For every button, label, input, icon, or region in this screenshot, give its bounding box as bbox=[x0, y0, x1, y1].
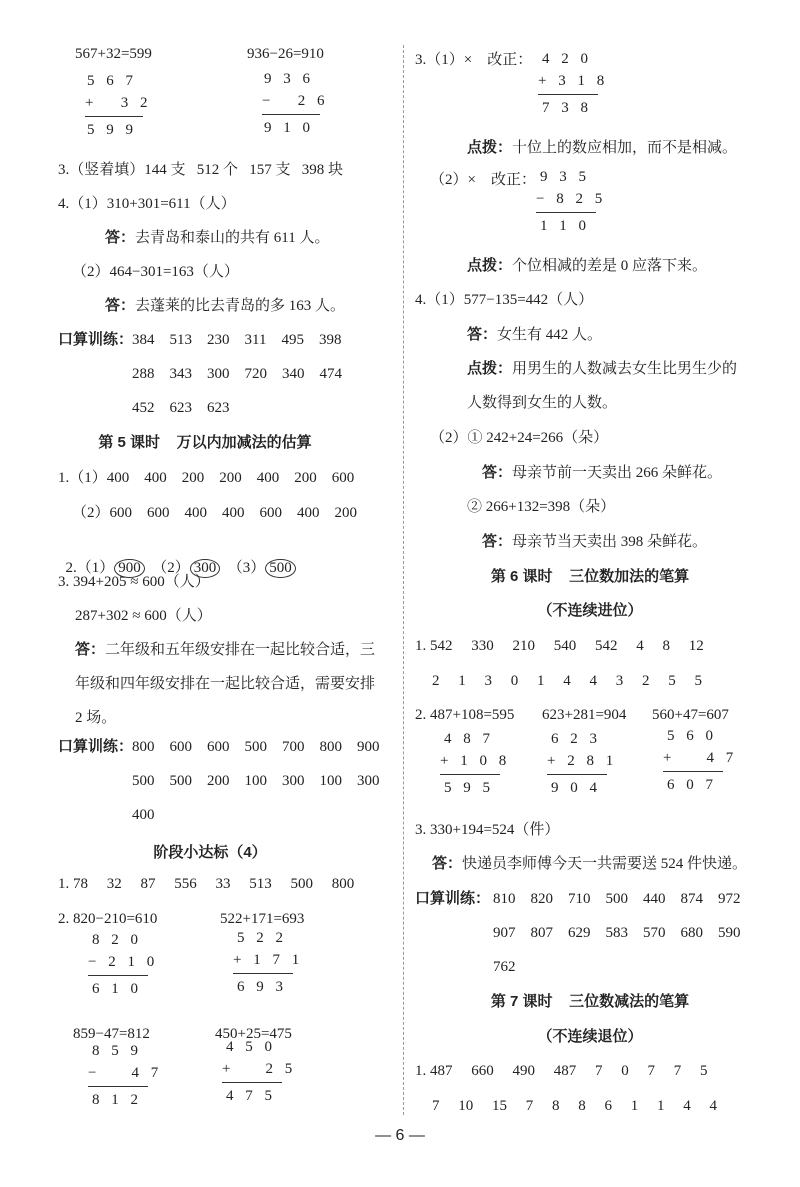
answer-line: ② 266+132=398（朵） bbox=[467, 499, 616, 515]
calc-row: 9 1 0 bbox=[264, 120, 314, 136]
calc-row: − 2 6 bbox=[262, 93, 329, 109]
calc-row: 9 3 5 bbox=[540, 169, 590, 185]
calc-row: + 3 1 8 bbox=[538, 73, 609, 89]
calc-line bbox=[538, 94, 598, 95]
answer-sentence bbox=[105, 228, 329, 248]
equation: 859−47=812 bbox=[73, 1026, 150, 1042]
calc-row: + 3 2 bbox=[85, 95, 152, 111]
answer-line: 1. 542 330 210 540 542 4 8 12 bbox=[415, 638, 704, 654]
number-row: 288 343 300 720 340 474 bbox=[132, 366, 342, 382]
answer-line: 4.（1）310+301=611（人） bbox=[58, 196, 236, 212]
answer-sentence bbox=[482, 532, 707, 552]
answer-text: 母亲节当天卖出 398 朵鲜花。 bbox=[512, 534, 708, 550]
answer-label: 答： bbox=[432, 855, 463, 872]
calc-row: 7 3 8 bbox=[542, 100, 592, 116]
calc-line bbox=[85, 116, 143, 117]
calc-row: 5 9 5 bbox=[444, 780, 494, 796]
calc-row: 5 9 9 bbox=[87, 122, 137, 138]
calc-row: + 1 7 1 bbox=[233, 952, 304, 968]
calc-row: 9 0 4 bbox=[551, 780, 601, 796]
calc-line bbox=[88, 975, 148, 976]
circled-answer: 900 bbox=[114, 559, 145, 578]
number-row: 810 820 710 500 440 874 972 bbox=[493, 891, 741, 907]
hint-text: 个位相减的差是 0 应落下来。 bbox=[512, 258, 708, 274]
calc-row: + 2 8 1 bbox=[547, 753, 618, 769]
calc-row: 8 2 0 bbox=[92, 932, 142, 948]
calc-line bbox=[233, 973, 293, 974]
equation: 522+171=693 bbox=[220, 911, 305, 927]
answer-sentence bbox=[432, 854, 747, 874]
calc-row: − 2 1 0 bbox=[88, 954, 159, 970]
answer-line: 1. 487 660 490 487 7 0 7 7 5 bbox=[415, 1063, 708, 1079]
vertical-calculation bbox=[88, 929, 159, 1000]
sub-label: （1） bbox=[76, 560, 115, 576]
answer-sentence bbox=[482, 463, 722, 483]
hint-sentence bbox=[467, 256, 707, 276]
calc-row: 6 1 0 bbox=[92, 981, 142, 997]
equation: 560+47=607 bbox=[652, 707, 729, 723]
sub-label: （2） bbox=[152, 560, 190, 576]
number-row: 907 807 629 583 570 680 590 bbox=[493, 925, 741, 941]
answer-line: 1. 78 32 87 556 33 513 500 800 bbox=[58, 876, 355, 892]
calc-row: 4 5 0 bbox=[226, 1039, 276, 1055]
calc-line bbox=[262, 114, 320, 115]
calc-line bbox=[536, 212, 596, 213]
vertical-calculation bbox=[663, 725, 738, 796]
vertical-calculation bbox=[262, 68, 329, 139]
hint-label: 点拨： bbox=[467, 360, 513, 377]
calc-row: 5 6 7 bbox=[87, 73, 137, 89]
number-row: 384 513 230 311 495 398 bbox=[132, 332, 342, 348]
circled-answer: 500 bbox=[265, 559, 296, 578]
calc-row: 9 3 6 bbox=[264, 71, 314, 87]
circled-answer: 300 bbox=[190, 559, 221, 578]
oral-training-label: 口算训练： bbox=[58, 738, 134, 755]
number-row: 452 623 623 bbox=[132, 400, 230, 416]
answer-line: （2）× 改正： bbox=[430, 172, 536, 188]
answer-label: 答： bbox=[482, 533, 513, 550]
answer-line: （2）① 242+24=266（朵） bbox=[430, 430, 609, 446]
hint-sentence bbox=[467, 359, 737, 379]
answer-text: 去蓬莱的比去青岛的多 163 人。 bbox=[135, 298, 346, 314]
hint-text: 用男生的人数减去女生比男生少的 bbox=[512, 361, 738, 377]
number-row: 400 bbox=[132, 807, 155, 823]
number-row: 800 600 600 500 700 800 900 bbox=[132, 739, 380, 755]
answer-text: 母亲节前一天卖出 266 朵鲜花。 bbox=[512, 465, 723, 481]
vertical-calculation bbox=[233, 927, 304, 998]
calc-row: + 2 5 bbox=[222, 1061, 297, 1077]
calc-line bbox=[547, 774, 607, 775]
answer-line: 7 10 15 7 8 8 6 1 1 4 4 bbox=[432, 1098, 717, 1114]
calc-row: 4 2 0 bbox=[542, 51, 592, 67]
equation: 450+25=475 bbox=[215, 1026, 292, 1042]
answer-sentence bbox=[105, 296, 345, 316]
oral-training-label: 口算训练： bbox=[415, 890, 491, 907]
calc-line bbox=[663, 771, 723, 772]
equation: 2. 820−210=610 bbox=[58, 911, 158, 927]
calc-row: 6 0 7 bbox=[667, 777, 717, 793]
vertical-calculation bbox=[85, 70, 152, 141]
answer-sentence bbox=[467, 325, 602, 345]
answer-label: 答： bbox=[75, 641, 106, 658]
answer-line: （2）464−301=163（人） bbox=[72, 264, 239, 280]
calc-row: 5 6 0 bbox=[667, 728, 717, 744]
answer-line: 4.（1）577−135=442（人） bbox=[415, 292, 594, 308]
oral-training-label: 口算训练： bbox=[58, 331, 134, 348]
hint-text: 人数得到女生的人数。 bbox=[467, 395, 618, 411]
vertical-calculation bbox=[536, 166, 607, 237]
calc-row: 4 8 7 bbox=[444, 731, 494, 747]
calc-line bbox=[222, 1082, 282, 1083]
hint-label: 点拨： bbox=[467, 139, 513, 156]
answer-text: 年级和四年级安排在一起比较合适，需要安排 bbox=[75, 676, 376, 692]
hint-text: 十位上的数应相加，而不是相减。 bbox=[512, 140, 738, 156]
vertical-calculation bbox=[88, 1040, 163, 1111]
column-divider bbox=[403, 45, 404, 1115]
vertical-calculation bbox=[547, 728, 618, 799]
answer-label: 答： bbox=[105, 297, 136, 314]
answer-text: 女生有 442 人。 bbox=[497, 327, 603, 343]
answer-line: 3. 330+194=524（件） bbox=[415, 822, 560, 838]
answer-text: 2 场。 bbox=[75, 710, 117, 726]
equation: 623+281=904 bbox=[542, 707, 627, 723]
section-title: 第 7 课时 三位数减法的笔算 bbox=[490, 993, 690, 1010]
calc-row: + 1 0 8 bbox=[440, 753, 511, 769]
calc-row: 1 1 0 bbox=[540, 218, 590, 234]
calc-row: − 8 2 5 bbox=[536, 191, 607, 207]
answer-text: 二年级和五年级安排在一起比较合适，三 bbox=[105, 642, 376, 658]
answer-sentence bbox=[75, 640, 375, 660]
answer-line: （2）600 600 400 400 600 400 200 bbox=[72, 505, 358, 521]
hint-label: 点拨： bbox=[467, 257, 513, 274]
sub-label: （3） bbox=[227, 560, 266, 576]
equation: 936−26=910 bbox=[247, 46, 324, 62]
section-title: 第 5 课时 万以内加减法的估算 bbox=[98, 434, 312, 451]
equation: 2. 487+108=595 bbox=[415, 707, 515, 723]
calc-row: 6 2 3 bbox=[551, 731, 601, 747]
answer-label: 答： bbox=[482, 464, 513, 481]
calc-row: 6 9 3 bbox=[237, 979, 287, 995]
vertical-calculation bbox=[222, 1036, 297, 1107]
page-number: — 6 — bbox=[375, 1127, 425, 1144]
answer-text: 去青岛和泰山的共有 611 人。 bbox=[135, 230, 330, 246]
number-row: 762 bbox=[493, 959, 516, 975]
answer-text: 快递员李师傅今天一共需要送 524 件快递。 bbox=[462, 856, 748, 872]
calc-line bbox=[88, 1086, 148, 1087]
answer-line: 3. 394+205 ≈ 600（人） bbox=[58, 574, 210, 590]
vertical-calculation bbox=[440, 728, 511, 799]
answer-line: 2 1 3 0 1 4 4 3 2 5 5 bbox=[432, 673, 702, 689]
answer-line: 3.（竖着填）144 支 512 个 157 支 398 块 bbox=[58, 162, 344, 178]
calc-row: 5 2 2 bbox=[237, 930, 287, 946]
vertical-calculation bbox=[538, 48, 609, 119]
calc-row: + 4 7 bbox=[663, 750, 738, 766]
number-row: 500 500 200 100 300 100 300 bbox=[132, 773, 380, 789]
section-title: 阶段小达标（4） bbox=[153, 844, 267, 861]
section-subtitle: （不连续退位） bbox=[537, 1028, 643, 1045]
answer-line: 1.（1）400 400 200 200 400 200 600 bbox=[58, 470, 355, 486]
calc-row: 8 1 2 bbox=[92, 1092, 142, 1108]
section-subtitle: （不连续进位） bbox=[537, 602, 643, 619]
calc-row: 8 5 9 bbox=[92, 1043, 142, 1059]
answer-label: 答： bbox=[105, 229, 136, 246]
answer-line: 287+302 ≈ 600（人） bbox=[75, 608, 212, 624]
calc-row: − 4 7 bbox=[88, 1065, 163, 1081]
equation: 567+32=599 bbox=[75, 46, 152, 62]
question-number: 2. bbox=[65, 560, 77, 576]
section-title: 第 6 课时 三位数加法的笔算 bbox=[490, 568, 690, 585]
hint-sentence bbox=[467, 138, 737, 158]
answer-line: 3.（1）× 改正： bbox=[415, 52, 533, 68]
calc-line bbox=[440, 774, 500, 775]
calc-row: 4 7 5 bbox=[226, 1088, 276, 1104]
answer-label: 答： bbox=[467, 326, 498, 343]
